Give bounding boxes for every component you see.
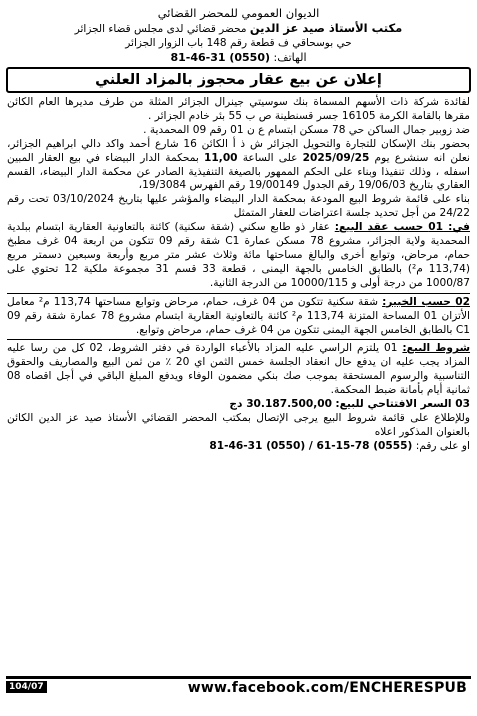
sale-intro: بحضور بنك الإسكان للتجارة والتحويل الجزائر ش ذ أ الكائن 16 شارع أحمد واكد دالي ابراهيم الجزائر، نعلن انه سنشرع يوم [7, 137, 470, 164]
info-paragraph: وللإطلاع على قائمة شروط البيع يرجى الإتصال بمكتب المحضر القضائي الأستاذ صيد عز الدين الكائن بالعنوان المذكور اعلاه [7, 411, 470, 438]
sale-time-label: على الساعة [242, 151, 298, 164]
conditions-list-paragraph: بناء على قائمة شروط البيع المودعة بمحكمة الدار البيضاء والمؤشر عليها بتاريخ 03/10/2024 تحت رقم 24/22 من أجل تحديد جلسة اعتراضات للعقار المتمثل [7, 193, 471, 220]
section-expert-text: شقة سكنية تتكون من 04 غرف، حمام، مرحاض وتوابع مساحتها 113,74 م² معامل الأتزان 01 المساحة المتزنة 113,74 م² كائنة بالتعاونية العقارية ابتسام مشروع 78 عمارة شقة رقم 09 C1 بالطابق الخامس الجهة اليمنى تتكون من 04 غرف حمام، مرحاض وتوابع. [7, 295, 470, 336]
phone-label: الهاتف: [273, 51, 307, 64]
divider [7, 293, 470, 294]
sale-details: بمحكمة الدار البيضاء في بيع العقار المبين اسفله ، وذلك تنفيذا وبناء على الحكم الممهور بالصيغة التنفيذية الصادر عن محكمة الدار البيضاء، القسم العقاري بتاريخ 19/06/03 رقم الجدول 19/00149 رقم الفهرس 19/3084، [7, 151, 470, 192]
office-line [6, 21, 471, 36]
section-deed-title: في: 01 حسب عقد البيع: [334, 221, 470, 234]
beneficiary-paragraph: لفائدة شركة ذات الأسهم المسماة بنك سوسيتي جينرال الجزائر المثلة من طرف مديرها العام الكائن مقرها بالقامة الكرمة 16105 جسر قسنطينة ص ب 55 بئر خادم الجزائر . [7, 96, 470, 122]
office-name: مكتب الأستاذ صيد عز الدين [249, 21, 403, 35]
sale-paragraph [7, 138, 470, 194]
section-expert-title: 02 حسب الخبير: [382, 295, 470, 308]
opening-price-label: 03 السعر الافتتاحي للبيع: [335, 398, 470, 411]
contact-numbers: 81-46-31 (0550) / 61-15-78 (0555) [209, 439, 413, 452]
facebook-link[interactable]: www.facebook.com/ENCHERESPUB [187, 680, 467, 696]
phone-number: 81-46-31 (0550) [170, 51, 271, 64]
footer [6, 676, 471, 698]
opening-price [7, 398, 470, 412]
divider [7, 339, 470, 340]
notice-banner: إعلان عن بيع عقار محجوز بالمزاد العلني [6, 67, 471, 93]
sale-time: 11,00 [204, 151, 238, 164]
section-deed [7, 221, 470, 291]
office-address: حي بوسحاقي ف قطعة رقم 148 باب الزوار الجزائر [125, 37, 352, 49]
section-terms-text: 01 يلتزم الراسي عليه المزاد بالأعباء الواردة في دفتر الشروط، 02 كل من رسا عليه المزاد يجب عليه ان يدفع حال انعقاد الجلسة خمس الثمن اي 20 ٪ من ثمن البيع والمصاريف والحقوق التناسبية والرسوم المستحقة بموجب صك بنكي مضمون الوفاء ويدفع المبلغ الباقي في أجل اقصاه 08 ثمانية أيام بأمانة ضبط المحكمة. [7, 342, 470, 397]
contact-line [7, 440, 470, 454]
section-expert [7, 296, 470, 338]
notice-body [6, 96, 471, 454]
section-deed-text: عقار ذو طابع سكني (شقة سكنية) كائنة بالتعاونية العقارية ابتسام ببلدية المحمدية ولاية الجزائر، مشروع 78 مسكن عمارة C1 شقة رقم 09 تتكون من اربعة 04 غرف مطبخ حمام، مرحاض، وتوابع أخرى والبالغ مساحتها مائة وثلاث عشر متر مربع وأربعة وسبعين دسمتر مربع (113,74 م²) بالطابق الخامس بالجهة اليمنى ، قطعة 33 قسم 31 مجموعة ملكية 12 تحتوي على 1000/87 من درجة أولى و 10000/115 من الدرجة الثانية. [7, 221, 471, 289]
office-phone [6, 50, 471, 65]
agency-title: الديوان العمومي للمحضر القضائي [157, 6, 320, 20]
sale-date: 2025/09/25 [302, 151, 370, 164]
office-role: محضر قضائي لدى مجلس قضاء الجزائر [74, 23, 247, 35]
section-terms-title: شروط البيع: [402, 342, 471, 355]
debtor-paragraph: ضد زوبير جمال الساكن حي 78 مسكن ابتسام ع ن 01 رقم 09 المحمدية . [143, 123, 470, 136]
opening-price-value: 30.187.500,00 دج [229, 398, 332, 411]
section-terms [7, 342, 470, 398]
header [6, 6, 471, 65]
notice-code: 104/07 [6, 681, 47, 693]
contact-label: او على رقم: [415, 439, 470, 452]
notice-page [6, 4, 471, 704]
